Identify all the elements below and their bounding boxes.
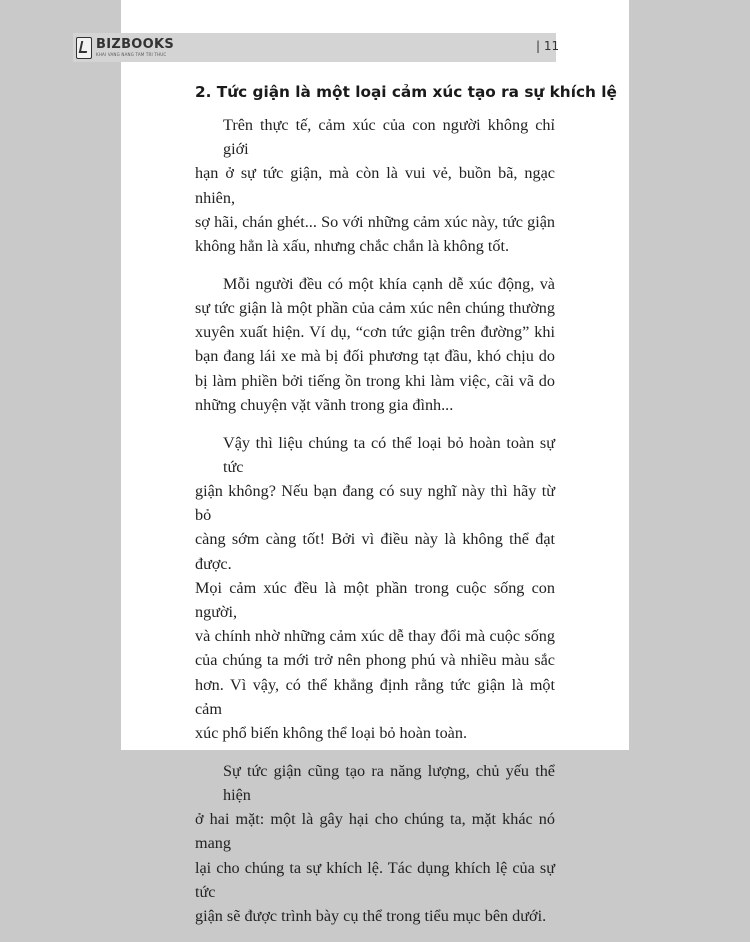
text-line: Trên thực tế, cảm xúc của con người không chỉ giới [223,116,555,159]
text-line: và chính nhờ những cảm xúc dễ thay đổi mà cuộc sống [195,627,555,646]
text-line: Vậy thì liệu chúng ta có thể loại bỏ hoàn toàn sự tức [223,433,555,476]
text-line: Sự tức giận cũng tạo ra năng lượng, chủ yếu thể hiện [223,761,555,805]
section-heading: 2. Tức giận là một loại cảm xúc tạo ra sự khích lệ [195,83,617,101]
text-line: sự tức giận là một phần của cảm xúc nên chúng thường [195,299,555,318]
text-line: bị làm phiền bởi tiếng ồn trong khi làm việc, cãi vã do [195,371,555,390]
page-number: | 11 [536,39,560,53]
text-line: những chuyện vặt vãnh trong gia đình... [195,395,454,414]
text-line: hạn ở sự tức giận, mà còn là vui vẻ, buồn bã, ngạc nhiên, [195,164,555,207]
text-line: xúc phổ biến không thể loại bỏ hoàn toàn. [195,724,467,743]
text-line: không hẳn là xấu, nhưng chắc chắn là không tốt. [195,237,510,256]
paragraph [195,431,555,746]
brand-name: BIZBOOKS [96,37,175,52]
text-line: giận sẽ được trình bày cụ thể trong tiểu mục bên dưới. [195,907,547,926]
brand-tagline: KHAI VANG NANG TAM TRI THUC [96,52,167,57]
paragraph [195,759,555,928]
bizbooks-logo-icon [76,37,92,59]
text-line: Mỗi người đều có một khía cạnh dễ xúc động, và [223,274,555,293]
text-line: sợ hãi, chán ghét... So với những cảm xúc này, tức giận [195,212,555,231]
text-line: bạn đang lái xe mà bị đối phương tạt đầu, khó chịu do [195,347,555,366]
publisher-logo [76,35,174,60]
text-line: xuyên xuất hiện. Ví dụ, “cơn tức giận trên đường” khi [195,323,555,342]
text-line: hơn. Vì vậy, có thể khẳng định rằng tức giận là một cảm [195,675,555,718]
text-line: càng sớm càng tốt! Bởi vì điều này là không thể đạt được. [195,530,555,573]
text-line: giận không? Nếu bạn đang có suy nghĩ này thì hãy từ bỏ [195,482,555,525]
logo-text [96,38,174,57]
paragraph [195,272,555,417]
text-line: Mọi cảm xúc đều là một phần trong cuộc sống con người, [195,578,555,622]
paragraph [195,113,555,258]
body-text [195,113,555,942]
text-line: của chúng ta mới trở nên phong phú và nhiều màu sắc [195,651,555,670]
text-line: ở hai mặt: một là gây hại cho chúng ta, mặt khác nó mang [195,810,555,853]
text-line: lại cho chúng ta sự khích lệ. Tác dụng khích lệ của sự tức [195,858,555,901]
